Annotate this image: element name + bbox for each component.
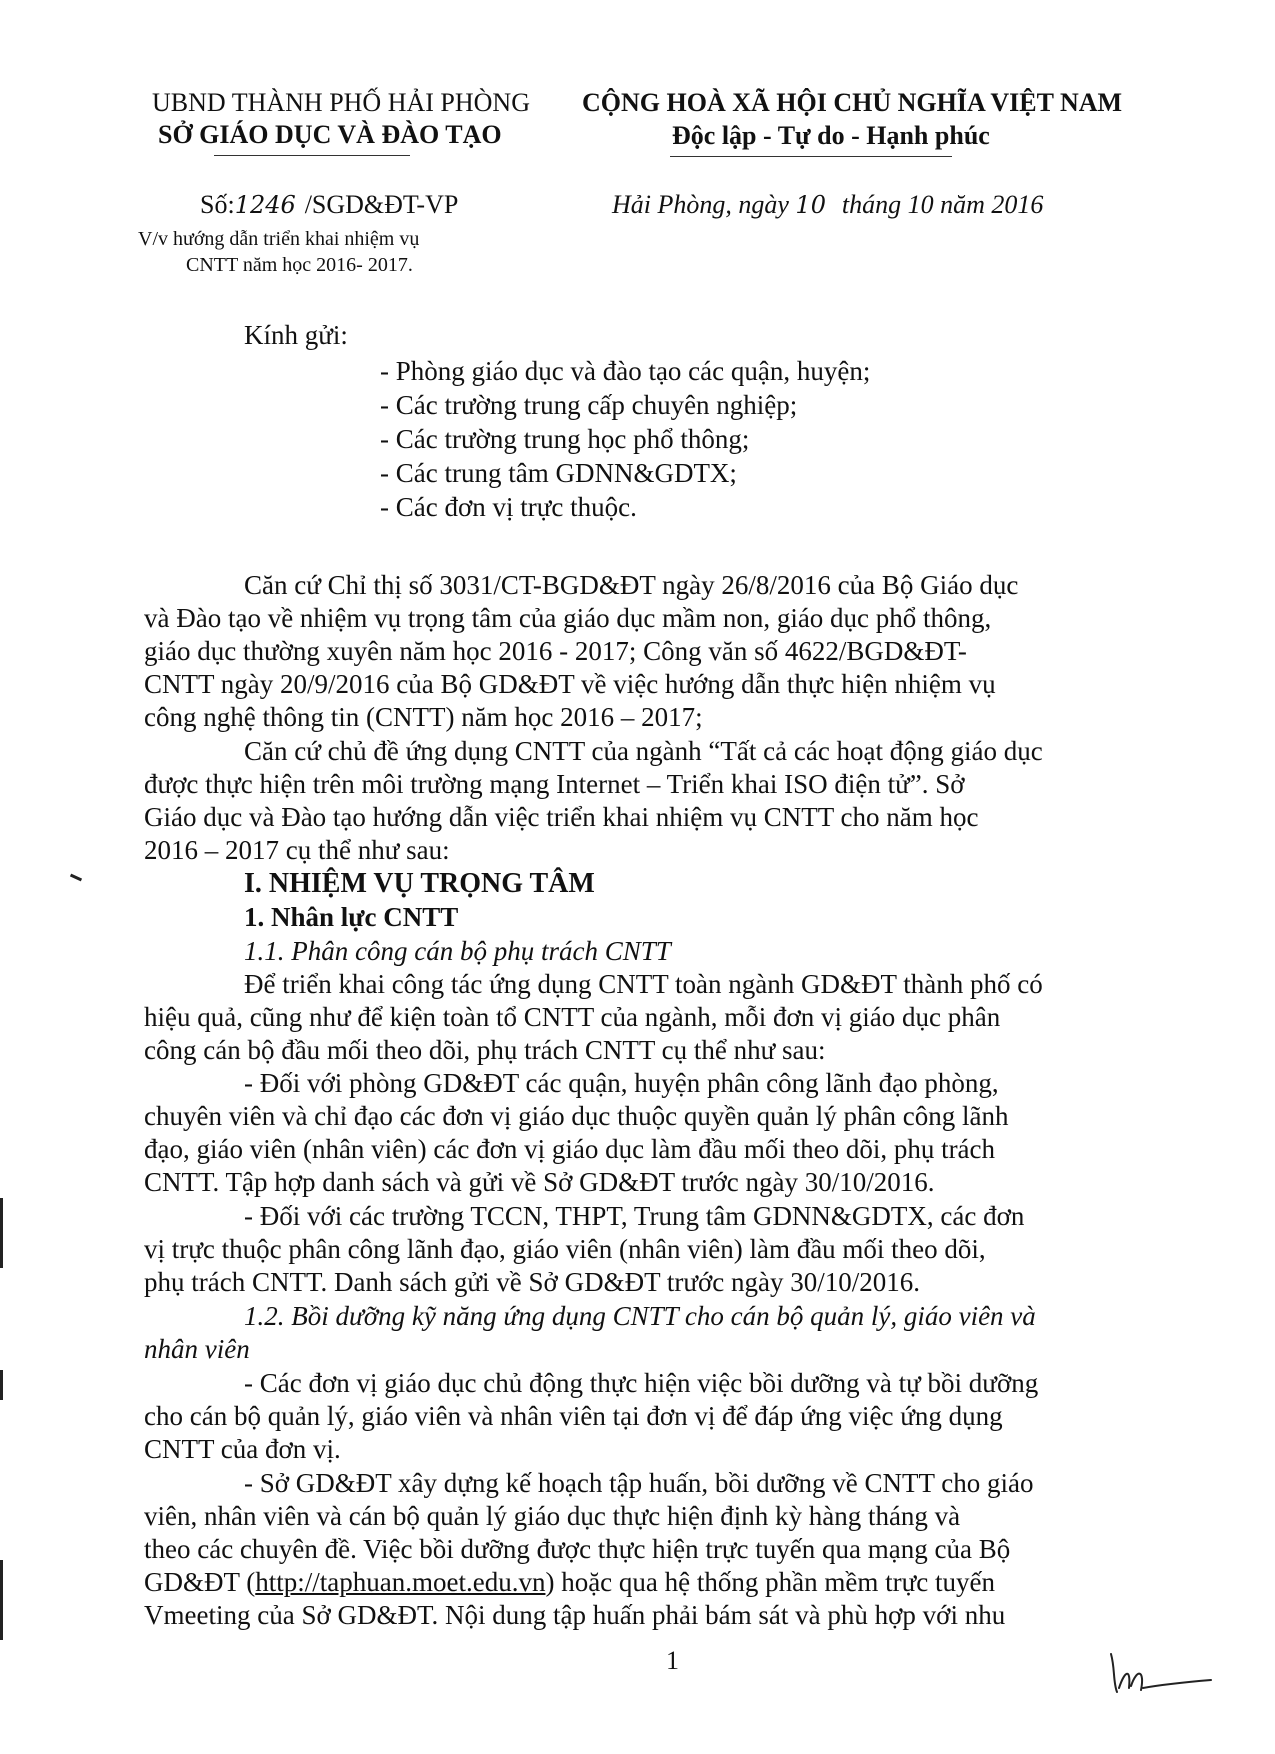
recipient-item: - Các trường trung cấp chuyên nghiệp; — [380, 390, 798, 420]
subsubsection-heading: 1.2. Bồi dưỡng kỹ năng ứng dụng CNTT cho cán bộ quản lý, giáo viên và — [244, 1301, 1036, 1331]
document-number — [200, 190, 458, 220]
section-heading: I. NHIỆM VỤ TRỌNG TÂM — [244, 868, 595, 899]
body-line: hiệu quả, cũng như để kiện toàn tổ CNTT của ngành, mỗi đơn vị giáo dục phân — [144, 1002, 1001, 1032]
initials-signature — [1105, 1648, 1215, 1698]
body-line: chuyên viên và chỉ đạo các đơn vị giáo dục thuộc quyền quản lý phân công lãnh — [144, 1101, 1009, 1131]
motto-underline — [670, 156, 952, 157]
greeting: Kính gửi: — [244, 320, 348, 350]
body-line: giáo dục thường xuyên năm học 2016 - 2017; Công văn số 4622/BGD&ĐT- — [144, 636, 967, 666]
body-line: vị trực thuộc phân công lãnh đạo, giáo viên (nhân viên) làm đầu mối theo dõi, — [144, 1234, 986, 1264]
scan-speck — [70, 874, 82, 882]
body-line: CNTT của đơn vị. — [144, 1434, 341, 1464]
body-line: viên, nhân viên và cán bộ quản lý giáo dục thực hiện định kỳ hàng tháng và — [144, 1501, 961, 1531]
body-line: 2016 – 2017 cụ thể như sau: — [144, 835, 450, 865]
body-line: Căn cứ Chỉ thị số 3031/CT-BGD&ĐT ngày 26/8/2016 của Bộ Giáo dục — [244, 570, 1019, 600]
scan-edge-mark — [0, 1560, 3, 1640]
subsubsection-heading-cont: nhân viên — [144, 1334, 250, 1364]
body-line: Giáo dục và Đào tạo hướng dẫn việc triển khai nhiệm vụ CNTT cho năm học — [144, 802, 979, 832]
number-suffix: /SGD&ĐT-VP — [304, 190, 459, 219]
recipient-item: - Các trung tâm GDNN&GDTX; — [380, 458, 737, 488]
department-underline — [214, 155, 410, 156]
document-date — [612, 190, 1043, 220]
body-line: - Đối với các trường TCCN, THPT, Trung tâm GDNN&GDTX, các đơn — [244, 1201, 1025, 1231]
recipient-item: - Các trường trung học phổ thông; — [380, 424, 750, 454]
body-line: - Các đơn vị giáo dục chủ động thực hiện việc bồi dưỡng và tự bồi dưỡng — [244, 1368, 1039, 1398]
body-line: CNTT ngày 20/9/2016 của Bộ GD&ĐT về việc hướng dẫn thực hiện nhiệm vụ — [144, 669, 996, 699]
department-name: SỞ GIÁO DỤC VÀ ĐÀO TẠO — [158, 120, 502, 149]
scan-edge-mark — [0, 1198, 3, 1268]
date-prefix: Hải Phòng, ngày — [612, 190, 796, 219]
subsection-heading: 1. Nhân lực CNTT — [244, 902, 459, 932]
number-handwritten: 1246 — [234, 191, 296, 219]
body-line: Vmeeting của Sở GD&ĐT. Nội dung tập huấn phải bám sát và phù hợp với nhu — [144, 1600, 1006, 1630]
scan-edge-mark — [0, 1370, 3, 1400]
body-line: Căn cứ chủ đề ứng dụng CNTT của ngành “Tất cả các hoạt động giáo dục — [244, 736, 1043, 766]
number-label: Số: — [200, 190, 235, 219]
date-day-handwritten: 10 — [795, 191, 826, 219]
body-line: Để triển khai công tác ứng dụng CNTT toàn ngành GD&ĐT thành phố có — [244, 969, 1043, 999]
body-line: phụ trách CNTT. Danh sách gửi về Sở GD&ĐT trước ngày 30/10/2016. — [144, 1267, 920, 1297]
link-suffix: ) hoặc qua hệ thống phần mềm trực tuyến — [545, 1567, 995, 1597]
national-motto: Độc lập - Tự do - Hạnh phúc — [672, 121, 990, 150]
body-line: đạo, giáo viên (nhân viên) các đơn vị giáo dục làm đầu mối theo dõi, phụ trách — [144, 1134, 996, 1164]
page-number: 1 — [666, 1646, 679, 1675]
body-line: được thực hiện trên môi trường mạng Internet – Triển khai ISO điện tử”. Sở — [144, 769, 965, 799]
body-line: - Đối với phòng GD&ĐT các quận, huyện phân công lãnh đạo phòng, — [244, 1068, 999, 1098]
subsubsection-heading: 1.1. Phân công cán bộ phụ trách CNTT — [244, 936, 671, 966]
body-line: cho cán bộ quản lý, giáo viên và nhân viên tại đơn vị để đáp ứng việc ứng dụng — [144, 1401, 1003, 1431]
body-line-with-link — [144, 1567, 995, 1598]
subject-line-1: V/v hướng dẫn triển khai nhiệm vụ — [138, 228, 420, 250]
body-line: công nghệ thông tin (CNTT) năm học 2016 – 2017; — [144, 702, 703, 732]
training-link[interactable]: http://taphuan.moet.edu.vn — [255, 1567, 546, 1597]
recipient-item: - Các đơn vị trực thuộc. — [380, 492, 637, 522]
link-prefix: GD&ĐT ( — [144, 1567, 256, 1597]
recipient-item: - Phòng giáo dục và đào tạo các quận, huyện; — [380, 356, 871, 386]
agency-name: UBND THÀNH PHỐ HẢI PHÒNG — [152, 88, 530, 117]
national-title: CỘNG HOÀ XÃ HỘI CHỦ NGHĨA VIỆT NAM — [582, 88, 1123, 117]
body-line: công cán bộ đầu mối theo dõi, phụ trách CNTT cụ thể như sau: — [144, 1035, 826, 1065]
body-line: CNTT. Tập hợp danh sách và gửi về Sở GD&ĐT trước ngày 30/10/2016. — [144, 1167, 935, 1197]
date-suffix: tháng 10 năm 2016 — [835, 190, 1044, 219]
subject-line-2: CNTT năm học 2016- 2017. — [186, 254, 413, 276]
body-line: - Sở GD&ĐT xây dựng kế hoạch tập huấn, bồi dưỡng về CNTT cho giáo — [244, 1468, 1034, 1498]
body-line: và Đào tạo về nhiệm vụ trọng tâm của giáo dục mầm non, giáo dục phổ thông, — [144, 603, 992, 633]
body-line: theo các chuyên đề. Việc bồi dưỡng được thực hiện trực tuyến qua mạng của Bộ — [144, 1534, 1011, 1564]
